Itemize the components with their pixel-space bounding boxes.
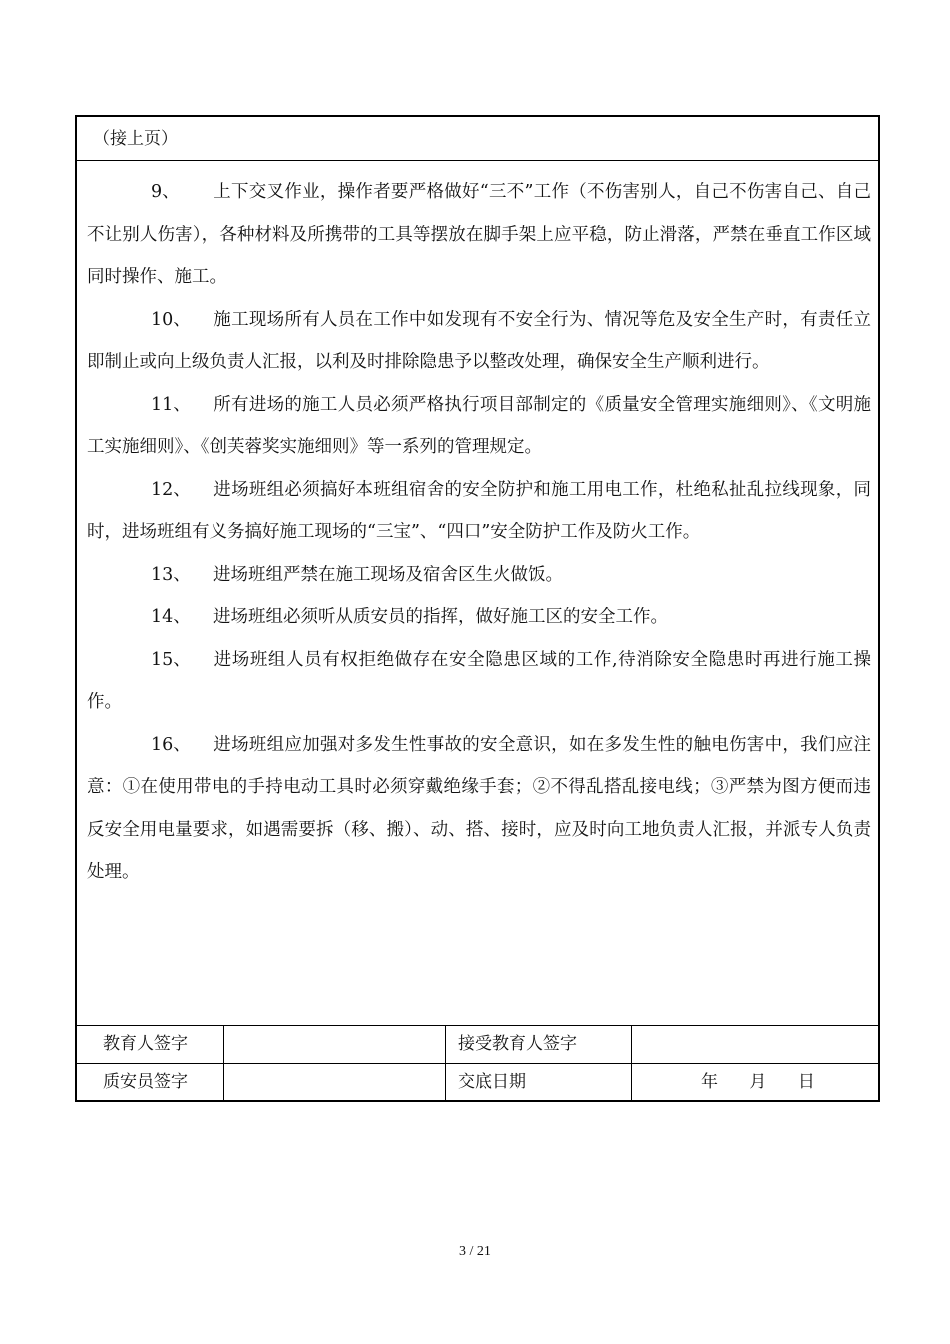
rule-number: 10、	[151, 309, 191, 330]
page-number: 3 / 21	[459, 1244, 491, 1259]
rule-item-14	[87, 596, 871, 639]
rule-item-12	[87, 469, 871, 554]
date-year: 年	[701, 1072, 718, 1092]
rule-number: 12、	[151, 479, 191, 500]
date-day: 日	[797, 1072, 815, 1092]
date-month: 月	[749, 1072, 767, 1092]
educator-signature-field[interactable]	[224, 1026, 446, 1063]
rule-number: 16、	[151, 734, 191, 755]
signature-row-1	[77, 1026, 878, 1064]
date-field[interactable]	[632, 1064, 880, 1102]
safety-officer-label: 质安员签字	[77, 1064, 224, 1102]
rule-text: 进场班组应加强对多发生性事故的安全意识，如在多发生性的触电伤害中，我们应注意：①在使用带电的手持电动工具时必须穿戴绝缘手套；②不得乱搭乱接电线；③严禁为图方便而违反安全用电量要求，如遇需要拆（移、搬）、动、搭、接时，应及时向工地负责人汇报，并派专人负责处理。	[87, 734, 871, 882]
rule-text: 进场班组人员有权拒绝做存在安全隐患区域的工作,待消除安全隐患时再进行施工操作。	[87, 649, 871, 712]
rule-text: 施工现场所有人员在工作中如发现有不安全行为、情况等危及安全生产时，有责任立即制止或向上级负责人汇报，以利及时排除隐患予以整改处理，确保安全生产顺利进行。	[87, 309, 871, 372]
signature-grid	[77, 1025, 878, 1101]
continuation-label: （接上页）	[77, 117, 878, 161]
rule-text: 上下交叉作业，操作者要严格做好“三不”工作（不伤害别人，自己不伤害自己、自己不让别人伤害），各种材料及所携带的工具等摆放在脚手架上应平稳，防止滑落，严禁在垂直工作区域同时操作、施工。	[87, 182, 871, 287]
date-parts	[701, 1064, 841, 1100]
safety-officer-signature-field[interactable]	[224, 1064, 446, 1102]
safety-briefing-table	[75, 115, 880, 1102]
rule-item-16	[87, 724, 871, 894]
rule-number: 11、	[151, 394, 191, 415]
rule-item-10	[87, 299, 871, 384]
rules-body	[87, 171, 871, 894]
date-label: 交底日期	[446, 1064, 632, 1102]
educator-label: 教育人签字	[77, 1026, 224, 1063]
rule-text: 进场班组严禁在施工现场及宿舍区生火做饭。	[213, 564, 563, 585]
rule-item-15	[87, 639, 871, 724]
receiver-label: 接受教育人签字	[446, 1026, 632, 1063]
rule-text: 所有进场的施工人员必须严格执行项目部制定的《质量安全管理实施细则》、《文明施工实施细则》、《创芙蓉奖实施细则》等一系列的管理规定。	[87, 394, 871, 457]
receiver-signature-field[interactable]	[632, 1026, 880, 1063]
rule-number: 9、	[151, 182, 180, 202]
rule-number: 14、	[151, 607, 191, 627]
rule-number: 13、	[151, 564, 191, 585]
rule-text: 进场班组必须搞好本班组宿舍的安全防护和施工用电工作，杜绝私扯乱拉线现象，同时，进场班组有义务搞好施工现场的“三宝”、“四口”安全防护工作及防火工作。	[87, 479, 871, 542]
rule-text: 进场班组必须听从质安员的指挥，做好施工区的安全工作。	[213, 607, 668, 627]
signature-row-2	[77, 1064, 878, 1102]
rule-item-9	[87, 171, 871, 299]
rule-number: 15、	[151, 649, 191, 670]
rule-item-13	[87, 554, 871, 597]
rule-item-11	[87, 384, 871, 469]
